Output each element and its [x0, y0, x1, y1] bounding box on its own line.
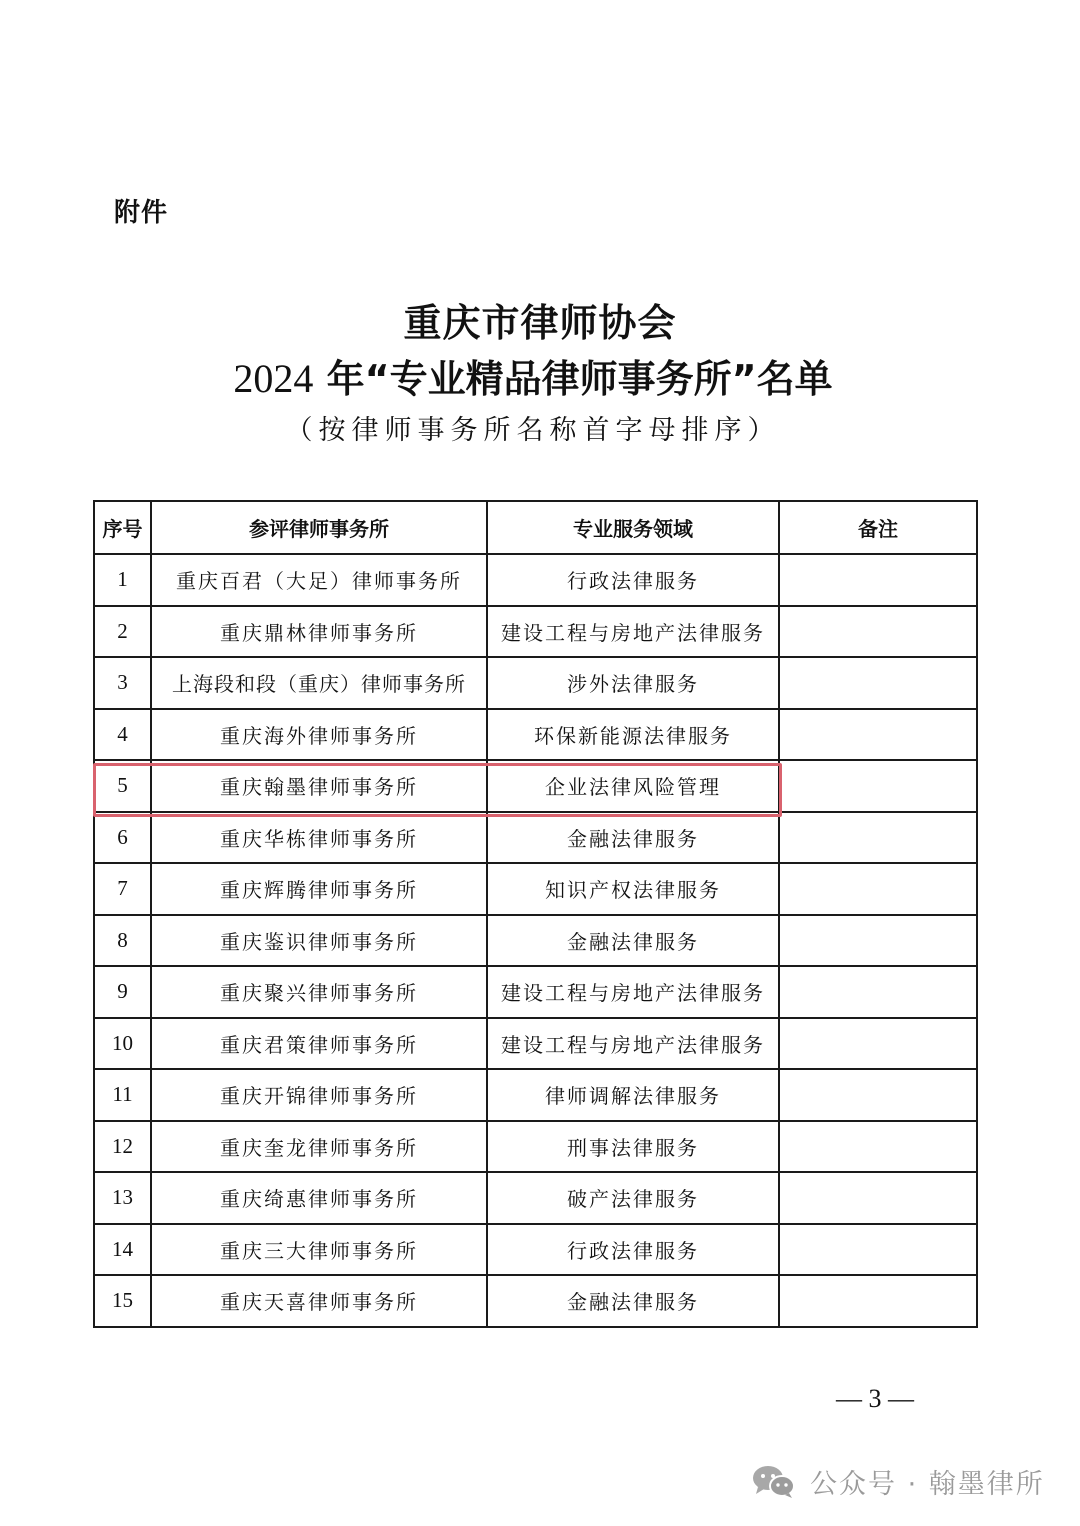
attachment-label: 附件 — [114, 198, 169, 228]
row-note — [779, 1275, 977, 1327]
row-serial: 6 — [94, 812, 151, 864]
table-row — [94, 863, 977, 915]
row-firm: 重庆君策律师事务所 — [151, 1018, 487, 1070]
table-header-row — [94, 501, 977, 554]
watermark — [752, 1462, 1045, 1501]
row-note — [779, 606, 977, 658]
row-field: 建设工程与房地产法律服务 — [487, 606, 779, 658]
table-row-highlighted — [94, 760, 977, 812]
table-row — [94, 1172, 977, 1224]
document-title-org: 重庆市律师协会 — [403, 301, 677, 345]
title-year: 2024 — [233, 356, 314, 401]
table-row — [94, 1018, 977, 1070]
row-firm: 重庆鼎林律师事务所 — [151, 606, 487, 658]
table-row — [94, 1069, 977, 1121]
header-serial: 序号 — [94, 501, 151, 554]
row-serial: 3 — [94, 657, 151, 709]
row-serial: 14 — [94, 1224, 151, 1276]
row-field: 破产法律服务 — [487, 1172, 779, 1224]
row-field: 行政法律服务 — [487, 1224, 779, 1276]
document-title-list — [0, 348, 1066, 403]
row-field: 刑事法律服务 — [487, 1121, 779, 1173]
row-note — [779, 966, 977, 1018]
table-row — [94, 812, 977, 864]
table-row — [94, 1224, 977, 1276]
row-serial: 7 — [94, 863, 151, 915]
row-field: 金融法律服务 — [487, 915, 779, 967]
row-note — [779, 1224, 977, 1276]
row-firm: 重庆鉴识律师事务所 — [151, 915, 487, 967]
row-field: 涉外法律服务 — [487, 657, 779, 709]
row-note — [779, 863, 977, 915]
page-number: — 3 — — [836, 1384, 914, 1413]
row-field: 企业法律风险管理 — [487, 760, 779, 812]
document-subtitle: （按律师事务所名称首字母排序） — [285, 415, 781, 446]
row-note — [779, 1069, 977, 1121]
firm-list-table — [93, 500, 978, 1328]
row-firm: 重庆天喜律师事务所 — [151, 1275, 487, 1327]
title-rest: 年“专业精品律师事务所”名单 — [313, 357, 833, 401]
watermark-text: 公众号 · 翰墨律所 — [810, 1469, 1045, 1500]
row-field: 建设工程与房地产法律服务 — [487, 966, 779, 1018]
header-note: 备注 — [779, 501, 977, 554]
row-firm: 重庆开锦律师事务所 — [151, 1069, 487, 1121]
row-note — [779, 1018, 977, 1070]
row-firm: 重庆华栋律师事务所 — [151, 812, 487, 864]
row-firm: 重庆海外律师事务所 — [151, 709, 487, 761]
row-note — [779, 709, 977, 761]
header-field: 专业服务领域 — [487, 501, 779, 554]
table-row — [94, 709, 977, 761]
table-row — [94, 606, 977, 658]
row-serial: 4 — [94, 709, 151, 761]
row-note — [779, 915, 977, 967]
row-note — [779, 1172, 977, 1224]
row-serial: 9 — [94, 966, 151, 1018]
row-serial: 2 — [94, 606, 151, 658]
row-firm: 重庆翰墨律师事务所 — [151, 760, 487, 812]
row-field: 知识产权法律服务 — [487, 863, 779, 915]
row-field: 金融法律服务 — [487, 812, 779, 864]
table-row — [94, 915, 977, 967]
row-serial: 15 — [94, 1275, 151, 1327]
row-note — [779, 1121, 977, 1173]
row-field: 金融法律服务 — [487, 1275, 779, 1327]
row-field: 环保新能源法律服务 — [487, 709, 779, 761]
row-field: 建设工程与房地产法律服务 — [487, 1018, 779, 1070]
row-field: 行政法律服务 — [487, 554, 779, 606]
row-firm: 重庆辉腾律师事务所 — [151, 863, 487, 915]
table-row — [94, 966, 977, 1018]
table-row — [94, 1121, 977, 1173]
row-serial: 1 — [94, 554, 151, 606]
row-serial: 8 — [94, 915, 151, 967]
row-serial: 5 — [94, 760, 151, 812]
row-note — [779, 760, 977, 812]
row-serial: 13 — [94, 1172, 151, 1224]
row-firm: 重庆百君（大足）律师事务所 — [151, 554, 487, 606]
row-firm: 重庆聚兴律师事务所 — [151, 966, 487, 1018]
table-row — [94, 554, 977, 606]
row-serial: 11 — [94, 1069, 151, 1121]
row-note — [779, 812, 977, 864]
row-serial: 12 — [94, 1121, 151, 1173]
table-row — [94, 657, 977, 709]
wechat-icon — [752, 1465, 796, 1499]
row-note — [779, 657, 977, 709]
row-note — [779, 554, 977, 606]
row-firm: 重庆三大律师事务所 — [151, 1224, 487, 1276]
table-row — [94, 1275, 977, 1327]
header-firm: 参评律师事务所 — [151, 501, 487, 554]
row-firm: 上海段和段（重庆）律师事务所 — [151, 657, 487, 709]
row-field: 律师调解法律服务 — [487, 1069, 779, 1121]
row-serial: 10 — [94, 1018, 151, 1070]
row-firm: 重庆绮惠律师事务所 — [151, 1172, 487, 1224]
row-firm: 重庆奎龙律师事务所 — [151, 1121, 487, 1173]
